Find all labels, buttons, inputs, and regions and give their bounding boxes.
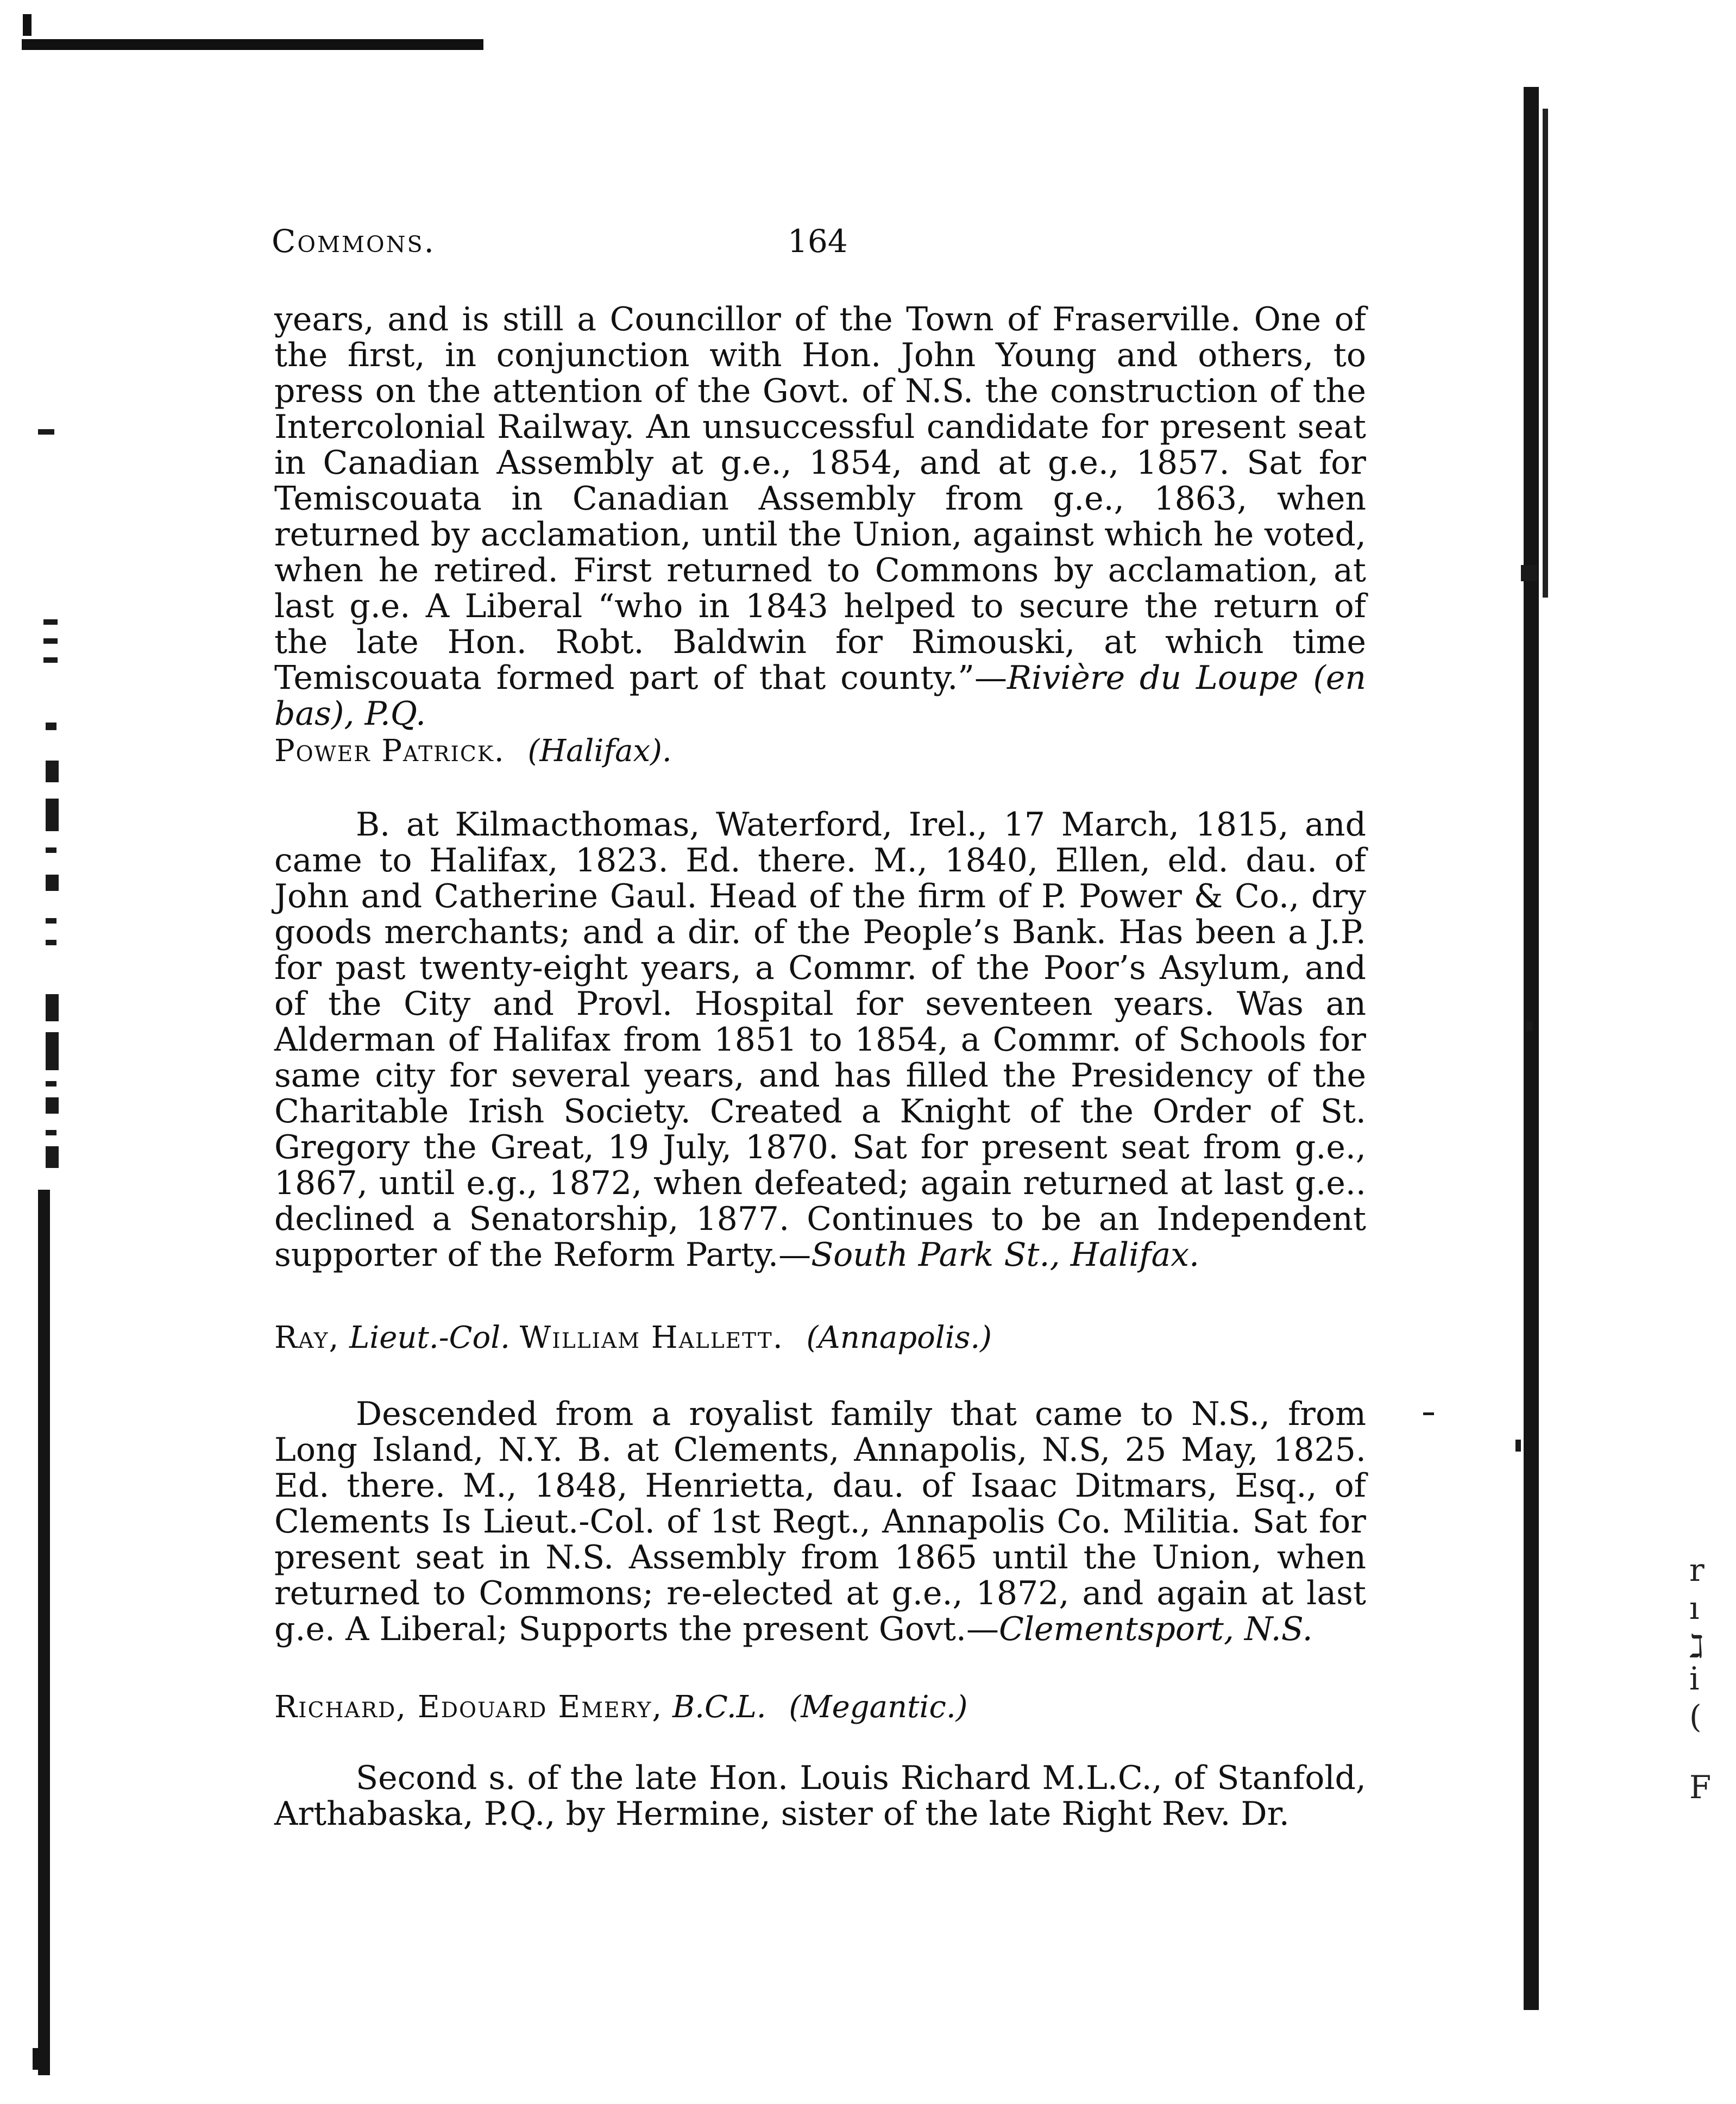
entry-body-richard-text: Second s. of the late Hon. Louis Richard M.L.C., of Stanfold, Arthabaska, P.Q., by Hermine, sister of the late Right Rev. Dr. bbox=[274, 1759, 1366, 1833]
entry-body-ray bbox=[274, 1396, 1366, 1647]
facing-page-glyph: ( bbox=[1689, 1698, 1702, 1735]
entry-continuation bbox=[274, 302, 1366, 732]
entry-address: Clementsport, N.S. bbox=[998, 1610, 1313, 1648]
entry-continuation-body bbox=[274, 302, 1366, 732]
entry-body-richard bbox=[274, 1760, 1366, 1832]
entry-body-power-text bbox=[274, 807, 1366, 1273]
entry-riding: (Halifax). bbox=[527, 733, 672, 769]
entry-heading-ray bbox=[274, 1320, 992, 1356]
entry-text: years, and is still a Councillor of the Town of Fraserville. One of the first, in conjunction with Hon. John Young and others, to press on the attention of the Govt. of N.S. the construction of the Intercolonial Railway. An unsuccessful candidate for present seat in Canadian Assembly at g.e., 1854, and at g.e., 1857. Sat for Temiscouata in Canadian Assembly from g.e., 1863, when returned by acclamation, until the Union, against which he voted, when he retired. First returned to Commons by acclamation, at last g.e. A Liberal “who in 1843 helped to secure the return of the late Hon. Robt. Baldwin for Rimouski, at which time Temiscouata formed part of that county.”— bbox=[274, 300, 1366, 697]
entry-body-ray-text bbox=[274, 1396, 1366, 1647]
entry-address: Rivière du Loupe (en bas), P.Q. bbox=[274, 659, 1367, 733]
entry-heading-power bbox=[274, 733, 672, 769]
facing-page-glyph: r bbox=[1689, 1552, 1704, 1588]
entry-name: Richard, Edouard Emery, bbox=[274, 1690, 663, 1725]
facing-page-glyph: F bbox=[1689, 1769, 1712, 1806]
entry-title: Lieut.-Col. bbox=[349, 1320, 510, 1355]
entry-heading-richard bbox=[274, 1690, 967, 1725]
entry-riding: (Annapolis.) bbox=[806, 1320, 992, 1355]
entry-name: Power Patrick. bbox=[274, 733, 505, 769]
entry-given-name: William Hallett. bbox=[519, 1320, 784, 1355]
entry-riding: (Megantic.) bbox=[789, 1690, 968, 1725]
page-number: 164 bbox=[788, 223, 848, 260]
entry-text: Descended from a royalist family that came to N.S., from Long Island, N.Y. B. at Clements, Annapolis, N.S, 25 May, 1825. Ed. there. M., 1848, Henrietta, dau. of Isaac Ditmars, Esq., of Clements Is Lieut.-Col. of 1st Regt., Annapolis Co. Militia. Sat for present seat in N.S. Assembly from 1865 until the Union, when returned to Commons; re-elected at g.e., 1872, and again at last g.e. A Liberal; Supports the present Govt.— bbox=[274, 1395, 1366, 1648]
running-head: Commons. bbox=[272, 223, 436, 260]
entry-degree: B.C.L. bbox=[672, 1690, 766, 1725]
entry-text: B. at Kilmacthomas, Waterford, Irel., 17 March, 1815, and came to Halifax, 1823. Ed. there. M., 1840, Ellen, eld. dau. of John and Catherine Gaul. Head of the firm of P. Power & Co., dry goods merchants; and a dir. of the People’s Bank. Has been a J.P. for past twenty-eight years, a Commr. of the Poor’s Asylum, and of the City and Provl. Hospital for seventeen years. Was an Alderman of Halifax from 1851 to 1854, a Commr. of Schools for same city for several years, and has filled the Presidency of the Charitable Irish Society. Created a Knight of the Order of St. Gregory the Great, 19 July, 1870. Sat for present seat from g.e., 1867, until e.g., 1872, when defeated; again returned at last g.e.. declined a Senatorship, 1877. Continues to be an Independent supporter of the Reform Party.— bbox=[274, 806, 1366, 1274]
entry-surname: Ray, bbox=[274, 1320, 340, 1355]
facing-page-glyph: ı bbox=[1689, 1590, 1700, 1626]
facing-page-glyph: i bbox=[1689, 1660, 1700, 1697]
facing-page-glyph: ℷ bbox=[1689, 1628, 1704, 1665]
entry-address: South Park St., Halifax. bbox=[811, 1236, 1200, 1274]
entry-body-power bbox=[274, 807, 1366, 1273]
